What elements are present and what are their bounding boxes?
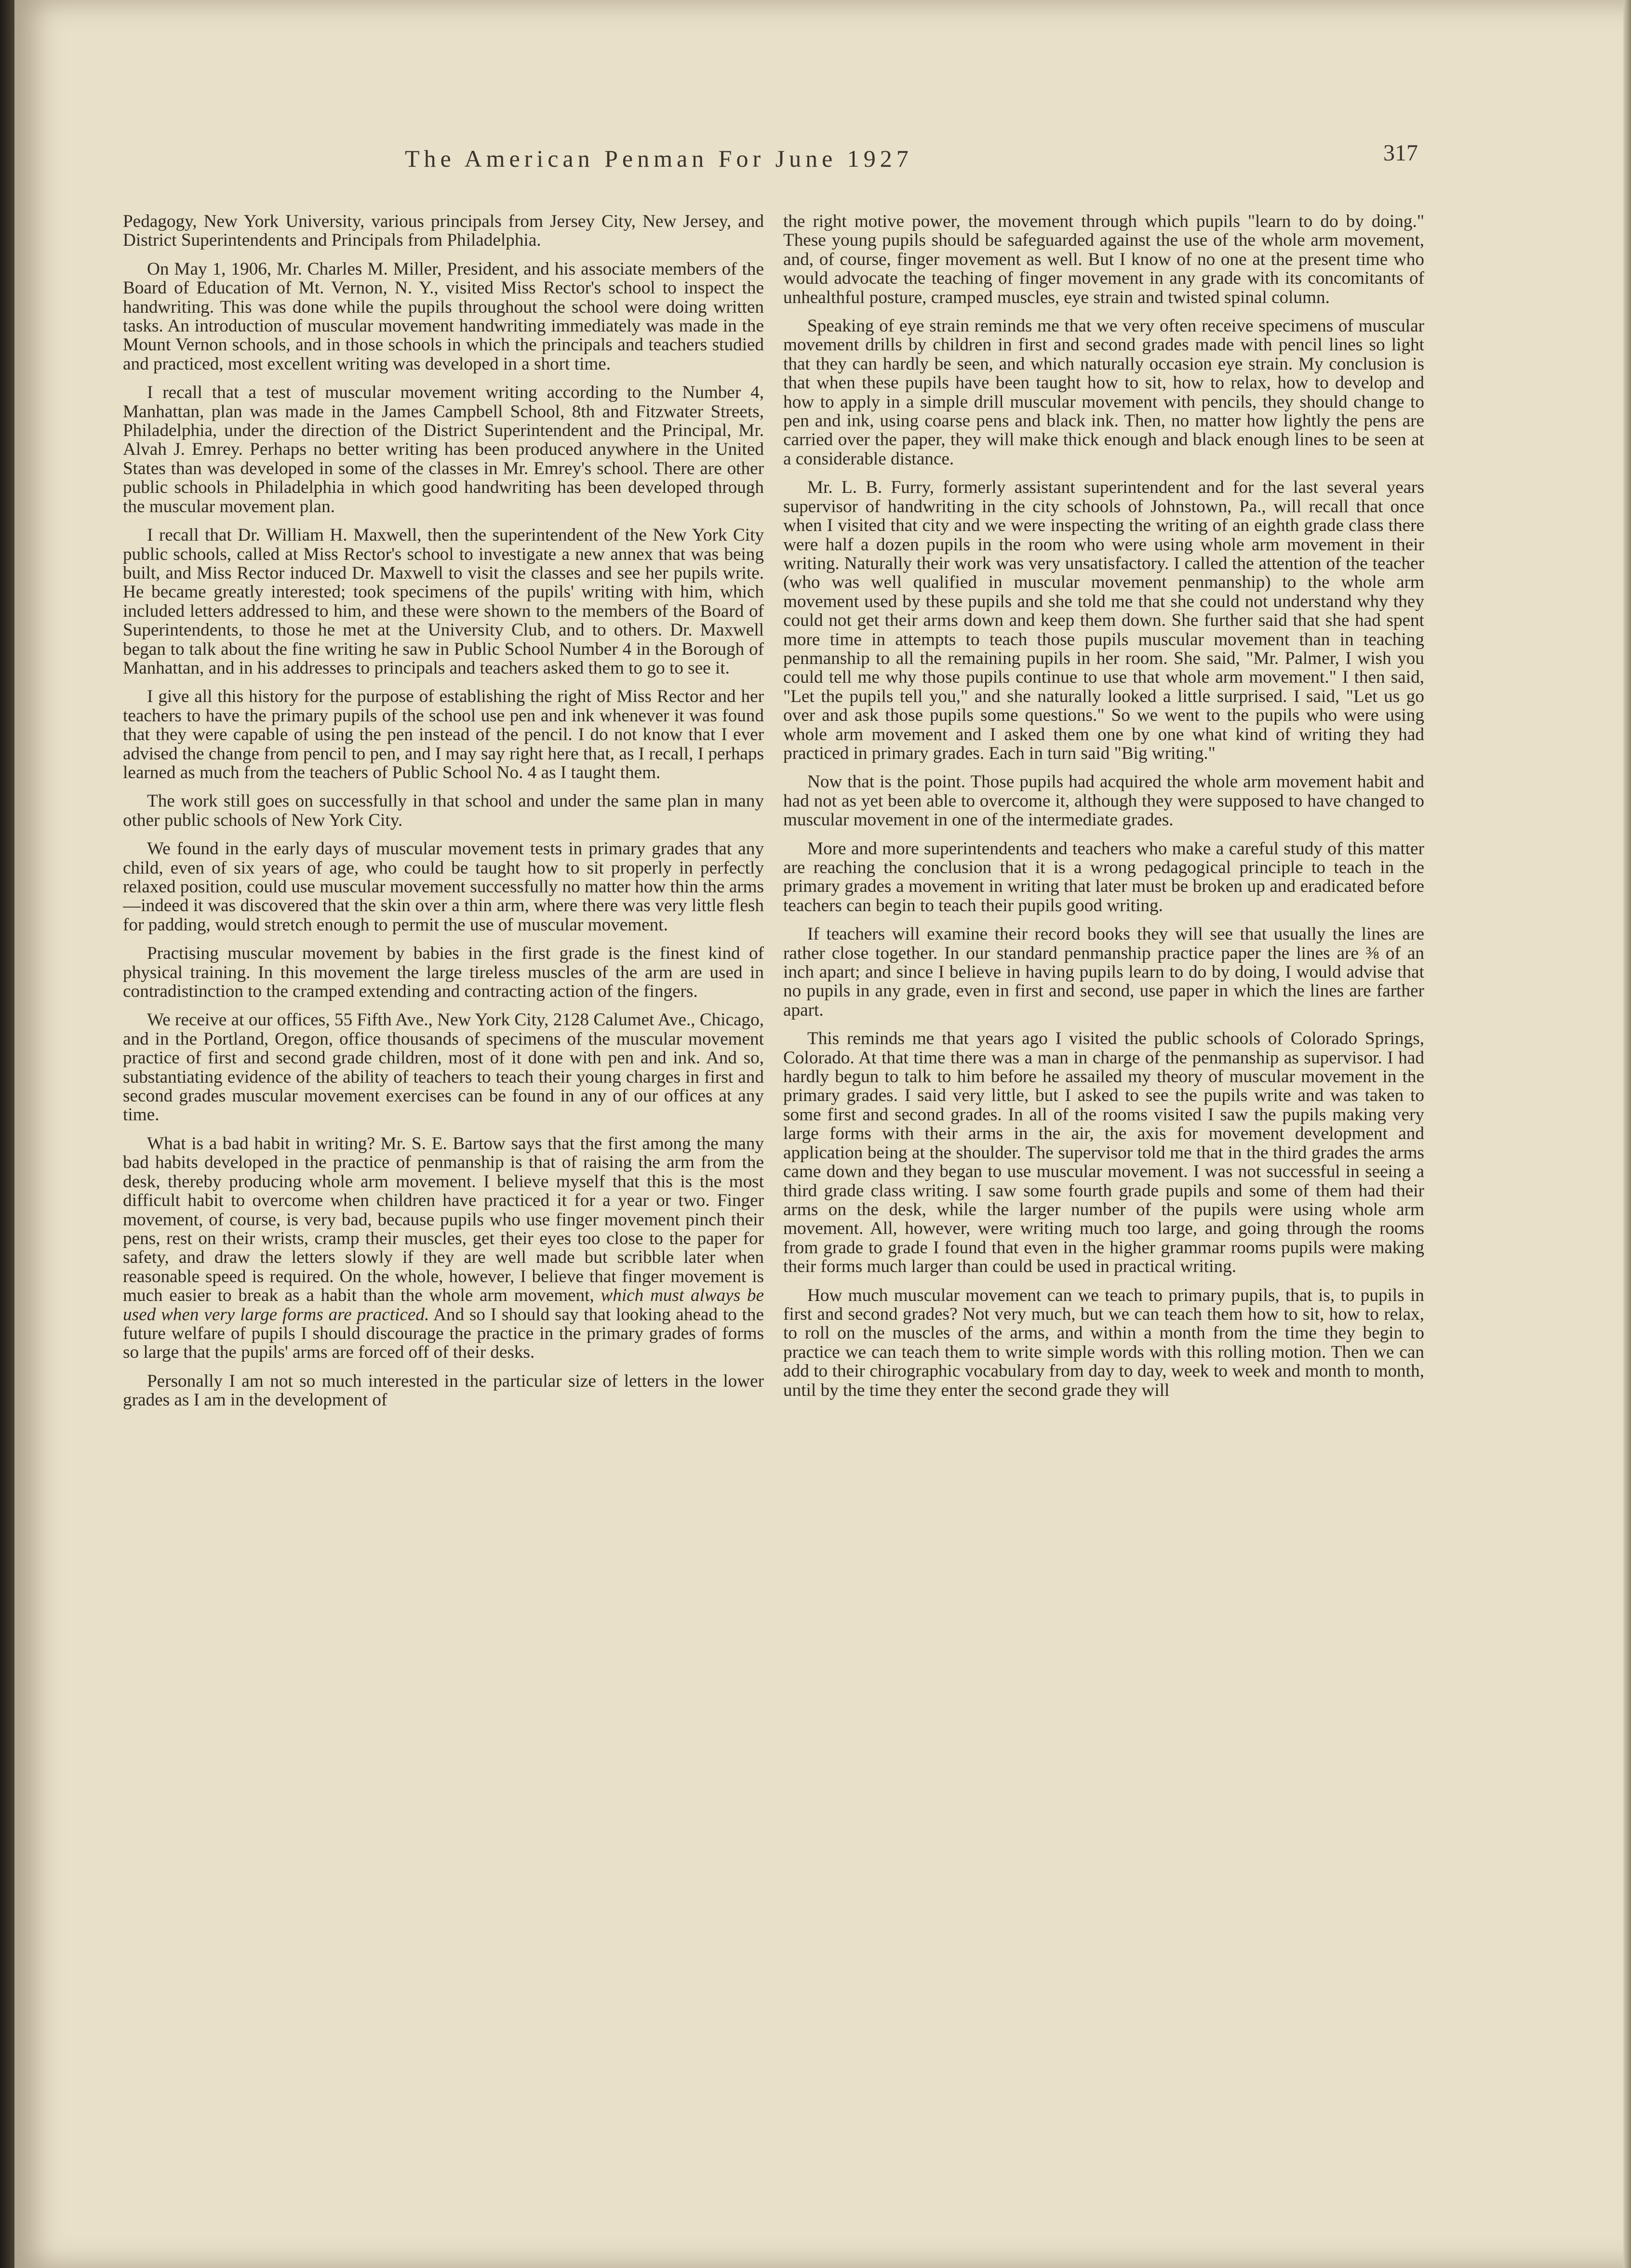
page-edge (1623, 0, 1631, 2268)
running-title: The American Penman For June 1927 (405, 145, 913, 172)
paragraph: How much muscular movement can we teach to primary pupils, that is, to pupils in first and second grades? Not very much, but we can teach them how to sit, how to relax, to roll on the muscles of the arms, and within a month from the time they begin to practice we can teach them to write simple words with this rolling motion. Then we can add to their chirographic vocabulary from day to day, week to week and month to month, until by the time they enter the second grade they will (783, 1285, 1424, 1400)
paragraph: Mr. L. B. Furry, formerly assistant superintendent and for the last several years supervisor of handwriting in the city schools of Johnstown, Pa., will recall that once when I visited that city and we were inspecting the writing of an eighth grade class there were half a dozen pupils in the room who were using whole arm movement in their writing. Naturally their work was very unsatisfactory. I called the attention of the teacher (who was well qualified in muscular movement penmanship) to the whole arm movement used by these pupils and she told me that she could not understand why they could not get their arms down and keep them down. She further said that she had spent more time in attempts to teach those pupils muscular movement than in teaching penmanship to all the remaining pupils in her room. She said, "Mr. Palmer, I wish you could tell me why those pupils continue to use that whole arm movement." I then said, "Let the pupils tell you," and she naturally looked a little surprised. I said, "Let us go over and ask those pupils some questions." So we went to the pupils who were using whole arm movement and I asked them one by one what kind of writing they had practiced in primary grades. Each in turn said "Big writing." (783, 477, 1424, 763)
paragraph: We receive at our offices, 55 Fifth Ave., New York City, 2128 Calumet Ave., Chicago, and in the Portland, Oregon, office thousands of specimens of the muscular movement practice of first and second grade children, most of it done with pen and ink. And so, substantiating evidence of the ability of teachers to teach their young charges in first and second grades muscular movement exercises can be found in any of our offices at any time. (123, 1010, 764, 1125)
magazine-page (14, 0, 1631, 2268)
page-number: 317 (1383, 140, 1418, 166)
page-header (14, 140, 1631, 183)
paragraph: The work still goes on successfully in that school and under the same plan in many other public schools of New York City. (123, 791, 764, 830)
paragraph: More and more superintendents and teachers who make a careful study of this matter are reaching the conclusion that it is a wrong pedagogical principle to teach in the primary grades a movement in writing that later must be broken up and eradicated before teachers can begin to teach their pupils good writing. (783, 838, 1424, 915)
paragraph-text: And so I should say that looking ahead to the future welfare of pupils I should discourage the practice in the primary grades of forms so large that the pupils' arms are forced off of their desks. (123, 1304, 764, 1363)
paragraph: We found in the early days of muscular movement tests in primary grades that any child, even of six years of age, who could be taught how to sit properly in perfectly relaxed position, could use muscular movement successfully no matter how thin the arms—indeed it was discovered that the skin over a thin arm, where there was very little flesh for padding, would stretch enough to permit the use of muscular movement. (123, 839, 764, 935)
paragraph-text: What is a bad habit in writing? Mr. S. E. Bartow says that the first among the many bad habits developed in the practice of penmanship is that of raising the arm from the desk, thereby producing whole arm movement. I believe myself that this is the most difficult habit to overcome when children have practiced it for a year or two. Finger movement, of course, is very bad, because pupils who use finger movement pinch their pens, rest on their wrists, cramp their muscles, get their eyes too close to the paper for safety, and draw the letters slowly if they are well made but scribble later when reasonable speed is required. On the whole, however, I believe that finger movement is much easier to break as a habit than the whole arm movement, (123, 1133, 764, 1306)
paragraph: Now that is the point. Those pupils had acquired the whole arm movement habit and had not as yet been able to overcome it, although they were supposed to have changed to muscular movement in one of the intermediate grades. (783, 772, 1424, 830)
paragraph: Personally I am not so much interested in the particular size of letters in the lower grades as I am in the development of (123, 1371, 764, 1410)
paragraph: This reminds me that years ago I visited the public schools of Colorado Springs, Colorado. At that time there was a man in charge of the penmanship as supervisor. I had hardly begun to talk to him before he assailed my theory of muscular movement in the primary grades. I said very little, but I asked to see the pupils write and was taken to some first and second grades. In all of the rooms visited I saw the pupils making very large forms with their arms in the air, the axis for movement development and application being at the shoulder. The supervisor told me that in the third grades the arms came down and they began to use muscular movement. I was not successful in seeing a third grade class writing. I saw some fourth grade pupils and some of them had their arms on the desk, while the larger number of the pupils were using whole arm movement. All, however, were writing much too large, and going through the rooms from grade to grade I found that even in the higher grammar rooms pupils were making their forms much larger than could be used in practical writing. (783, 1029, 1424, 1277)
paragraph: I give all this history for the purpose of establishing the right of Miss Rector and her teachers to have the primary pupils of the school use pen and ink whenever it was found that they were capable of using the pen instead of the pencil. I do not know that I ever advised the change from pencil to pen, and I may say right here that, as I recall, I perhaps learned as much from the teachers of Public School No. 4 as I taught them. (123, 687, 764, 783)
book-spine-shadow (0, 0, 14, 2268)
paragraph (123, 1134, 764, 1362)
left-column (123, 212, 764, 2197)
paragraph: Pedagogy, New York University, various principals from Jersey City, New Jersey, and District Superintendents and Principals from Philadelphia. (123, 212, 764, 251)
paragraph: I recall that a test of muscular movement writing according to the Number 4, Manhattan, plan was made in the James Campbell School, 8th and Fitzwater Streets, Philadelphia, under the direction of the District Superintendent and the Principal, Mr. Alvah J. Emrey. Perhaps no better writing has been produced anywhere in the United States than was developed in some of the classes in Mr. Emrey's school. There are other public schools in Philadelphia in which good handwriting has been developed through the muscular movement plan. (123, 383, 764, 517)
paragraph: I recall that Dr. William H. Maxwell, then the superintendent of the New York City public schools, called at Miss Rector's school to investigate a new annex that was being built, and Miss Rector induced Dr. Maxwell to visit the classes and see her pupils write. He became greatly interested; took specimens of the pupils' writing with him, which included letters addressed to him, and these were shown to the members of the Board of Superintendents, to those he met at the University Club, and to others. Dr. Maxwell began to talk about the fine writing he saw in Public School Number 4 in the Borough of Manhattan, and in his addresses to principals and teachers asked them to go to see it. (123, 525, 764, 678)
paragraph: On May 1, 1906, Mr. Charles M. Miller, President, and his associate members of the Board of Education of Mt. Vernon, N. Y., visited Miss Rector's school to inspect the handwriting. This was done while the pupils throughout the school were doing written tasks. An introduction of muscular movement handwriting immediately was made in the Mount Vernon schools, and in those schools in which the principals and teachers studied and practiced, most excellent writing was developed in a short time. (123, 259, 764, 374)
paragraph: the right motive power, the movement through which pupils "learn to do by doing." These young pupils should be safeguarded against the use of the whole arm movement, and, of course, finger movement as well. But I know of no one at the present time who would advocate the teaching of finger movement in any grade with its concomitants of unhealthful posture, cramped muscles, eye strain and twisted spinal column. (783, 212, 1424, 307)
paragraph: Speaking of eye strain reminds me that we very often receive specimens of muscular movement drills by children in first and second grades made with pencil lines so light that they can hardly be seen, and which naturally occasion eye strain. My conclusion is that when these pupils have been taught how to sit, how to relax, how to develop and how to apply in a simple drill muscular movement with pencils, they should change to pen and ink, using coarse pens and black ink. Then, no matter how lightly the pens are carried over the paper, they will make thick enough and black enough lines to be seen at a considerable distance. (783, 316, 1424, 469)
paragraph: If teachers will examine their record books they will see that usually the lines are rather close together. In our standard penmanship practice paper the lines are ⅜ of an inch apart; and since I believe in having pupils learn to do by doing, I would advise that no pupils in any grade, even in first and second, use paper in which the lines are farther apart. (783, 924, 1424, 1020)
paragraph: Practising muscular movement by babies in the first grade is the finest kind of physical training. In this movement the large tireless muscles of the arm are used in contradistinction to the cramped extending and contracting action of the fingers. (123, 943, 764, 1002)
italic-emphasis: which must always be used when very large forms are practiced. (123, 1286, 764, 1325)
right-column (783, 212, 1424, 2197)
